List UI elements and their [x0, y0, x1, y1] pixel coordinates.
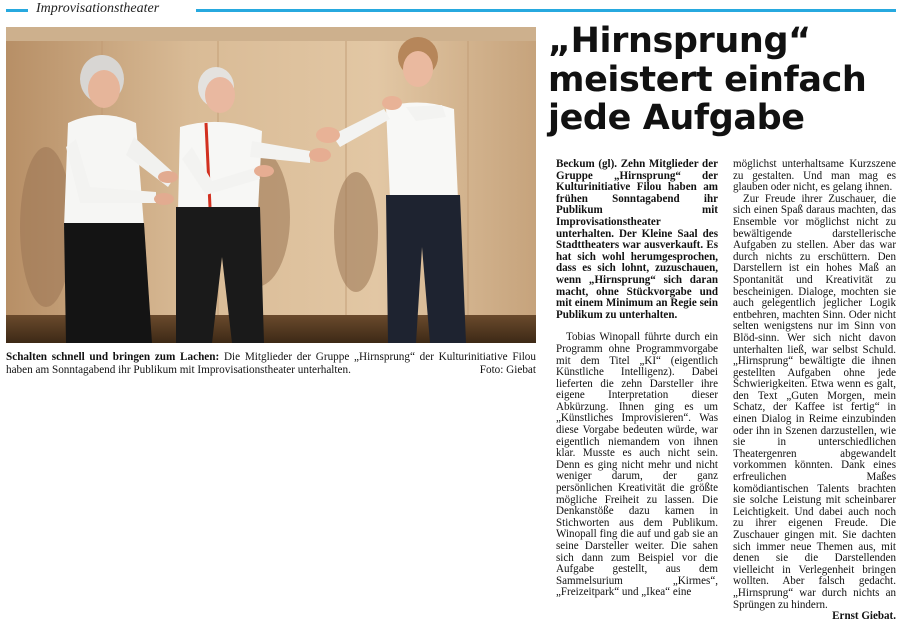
- caption-text: Die Mitglieder der Gruppe „Hirnsprung“ der Kulturinitiative Filou haben am Sonntagabend ihr Publikum mit Improvisationstheater unterhalten.: [6, 351, 536, 377]
- article-paragraph-1-continued: möglichst unterhaltsame Kurzszene zu gestalten. Und man mag es glauben oder nicht, es gelang ihnen.: [733, 158, 896, 194]
- article-paragraph-2: [733, 192, 896, 623]
- article-column-2: [733, 159, 896, 623]
- author-byline: Ernst Giebat.: [832, 610, 896, 623]
- article-column-1: [556, 159, 718, 599]
- rubric-line-right: [196, 9, 896, 12]
- photo-caption: [6, 351, 536, 377]
- rubric-line-left: [6, 9, 28, 12]
- stage-photo: [6, 27, 536, 343]
- article-paragraph-2-text: Zur Freude ihrer Zuschauer, die sich einen Spaß daraus machten, das Ensemble vor möglichst nicht zu bewältigende darstellerische Aufgaben zu stellen. Aber das war durch nichts zu erschüttern. Den Darstellern ist ein hohes Maß an Spontanität und Kreativität zu bescheinigen. Dialoge, mochten sie auch gelegentlich jeglicher Logik entbehren, machten Sinn. Oder nicht selten wenigstens nur im Sinn von Blöd-sinn. Wer sich nicht davon unterhalten ließ, war selbst Schuld. „Hirnsprung“ bewältigte die ihnen gestellten Aufgaben ohne jede Schwierigkeiten. Etwa wenn es galt, den Text „Guten Morgen, mein Schatz, der Kaffee ist fertig“ in einen Dialog in Reime einzubinden oder ihn in Szenen darzustellen, wie sie in unterschiedlichen Theatergenren abgewandelt vorkommen könnten. Dank eines erfreulichen Maßes komödiantischen Talents brachten sie solche Leistung mit scheinbarer Leichtigkeit. Und dabei auch noch zu ihrer eigenen Freude. Die Zuschauer gingen mit. Sie dachten sich immer neue Themen aus, mit denen sie die Darstellenden vielleicht in Verlegenheit bringen wollten. Aber falsch gedacht. „Hirnsprung“ war durch nichts an Sprüngen zu hindern.: [733, 192, 896, 611]
- photo-credit: Foto: Giebat: [479, 364, 536, 377]
- headline-line-1: „Hirnsprung“: [548, 21, 811, 61]
- caption-lead: Schalten schnell und bringen zum Lachen:: [6, 351, 220, 363]
- rubric-bar: [0, 0, 900, 20]
- article-intro: Beckum (gl). Zehn Mitglieder der Gruppe „Hirnsprung“ der Kulturinitiative Filou haben am frühen Sonntagabend ihr Publikum mit Improvisationstheater unterhalten. Der Kleine Saal des Stadttheaters war ausverkauft. Es hat sich wohl herumgesprochen, dass es sich lohnt, zuzuschauen, wenn „Hirnsprung“ sich daran macht, ohne Stückvorgabe und mit einem Minimum an Regie sein Publikum zu unterhalten.: [556, 158, 718, 321]
- rubric-label: Improvisationstheater: [36, 1, 160, 16]
- headline-line-3: jede Aufgabe: [548, 98, 805, 138]
- article-paragraph-1: Tobias Winopall führte durch ein Programm ohne Programmvorgabe mit dem Titel „KI“ (eigentlich Künstliche Intelligenz). Dabei lieferten die zehn Darsteller ihre eigene Interpretation dieser Abkürzung. Ihnen ging es um „Künstliches Improvisieren“. Was diese Vorgabe bedeuten würde, war eigentlich niemandem von ihnen klar. Musste es auch nicht sein. Denn es ging nicht mehr und nicht weniger darum, der ganz persönlichen Kreativität die größte mögliche Freiheit zu lassen. Die Denkanstöße dazu kamen in Stichworten aus dem Publikum. Winopall fing die auf und gab sie an seine Darsteller weiter. Die sahen sich dann zum Beispiel vor die Aufgabe gestellt, aus dem Sammelsurium „Kirmes“, „Freizeitpark“ und „Ikea“ eine: [556, 331, 718, 599]
- article-headline: [548, 22, 896, 138]
- headline-line-2: meistert einfach: [548, 59, 867, 100]
